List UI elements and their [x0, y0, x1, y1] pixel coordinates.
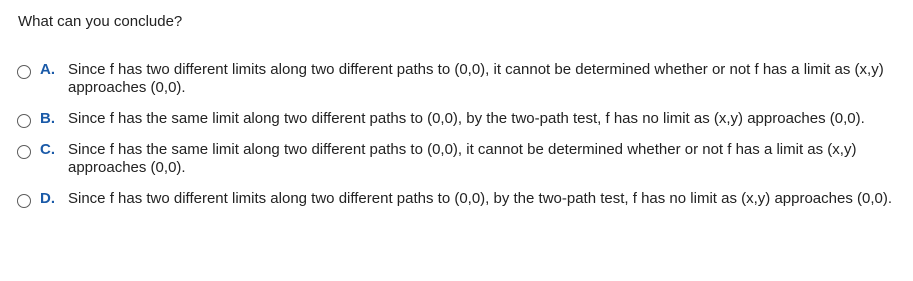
option-letter-c: C. — [40, 141, 55, 158]
option-text-b: Since f has the same limit along two different paths to (0,0), by the two-path test, f has no limit as (x,y) approaches (0,0). — [68, 110, 865, 127]
option-text-d: Since f has two different limits along two different paths to (0,0), by the two-path test, f has no limit as (x,y) approaches (0,0). — [68, 190, 893, 207]
option-b[interactable] — [17, 110, 902, 128]
option-text-a: Since f has two different limits along two different paths to (0,0), it cannot be determined whether or not f has a limit as (x,y) approaches (0,0). — [68, 61, 884, 96]
option-c[interactable] — [17, 141, 902, 177]
radio-button-a[interactable] — [17, 65, 31, 79]
option-letter-b: B. — [40, 110, 55, 127]
radio-button-b[interactable] — [17, 114, 31, 128]
radio-button-d[interactable] — [17, 194, 31, 208]
radio-button-c[interactable] — [17, 145, 31, 159]
answer-options — [17, 61, 902, 221]
option-letter-d: D. — [40, 190, 55, 207]
question-prompt: What can you conclude? — [18, 13, 183, 30]
option-d[interactable] — [17, 190, 902, 208]
option-text-c: Since f has the same limit along two different paths to (0,0), it cannot be determined whether or not f has a limit as (x,y) approaches (0,0). — [68, 141, 857, 176]
option-letter-a: A. — [40, 61, 55, 78]
option-a[interactable] — [17, 61, 902, 97]
